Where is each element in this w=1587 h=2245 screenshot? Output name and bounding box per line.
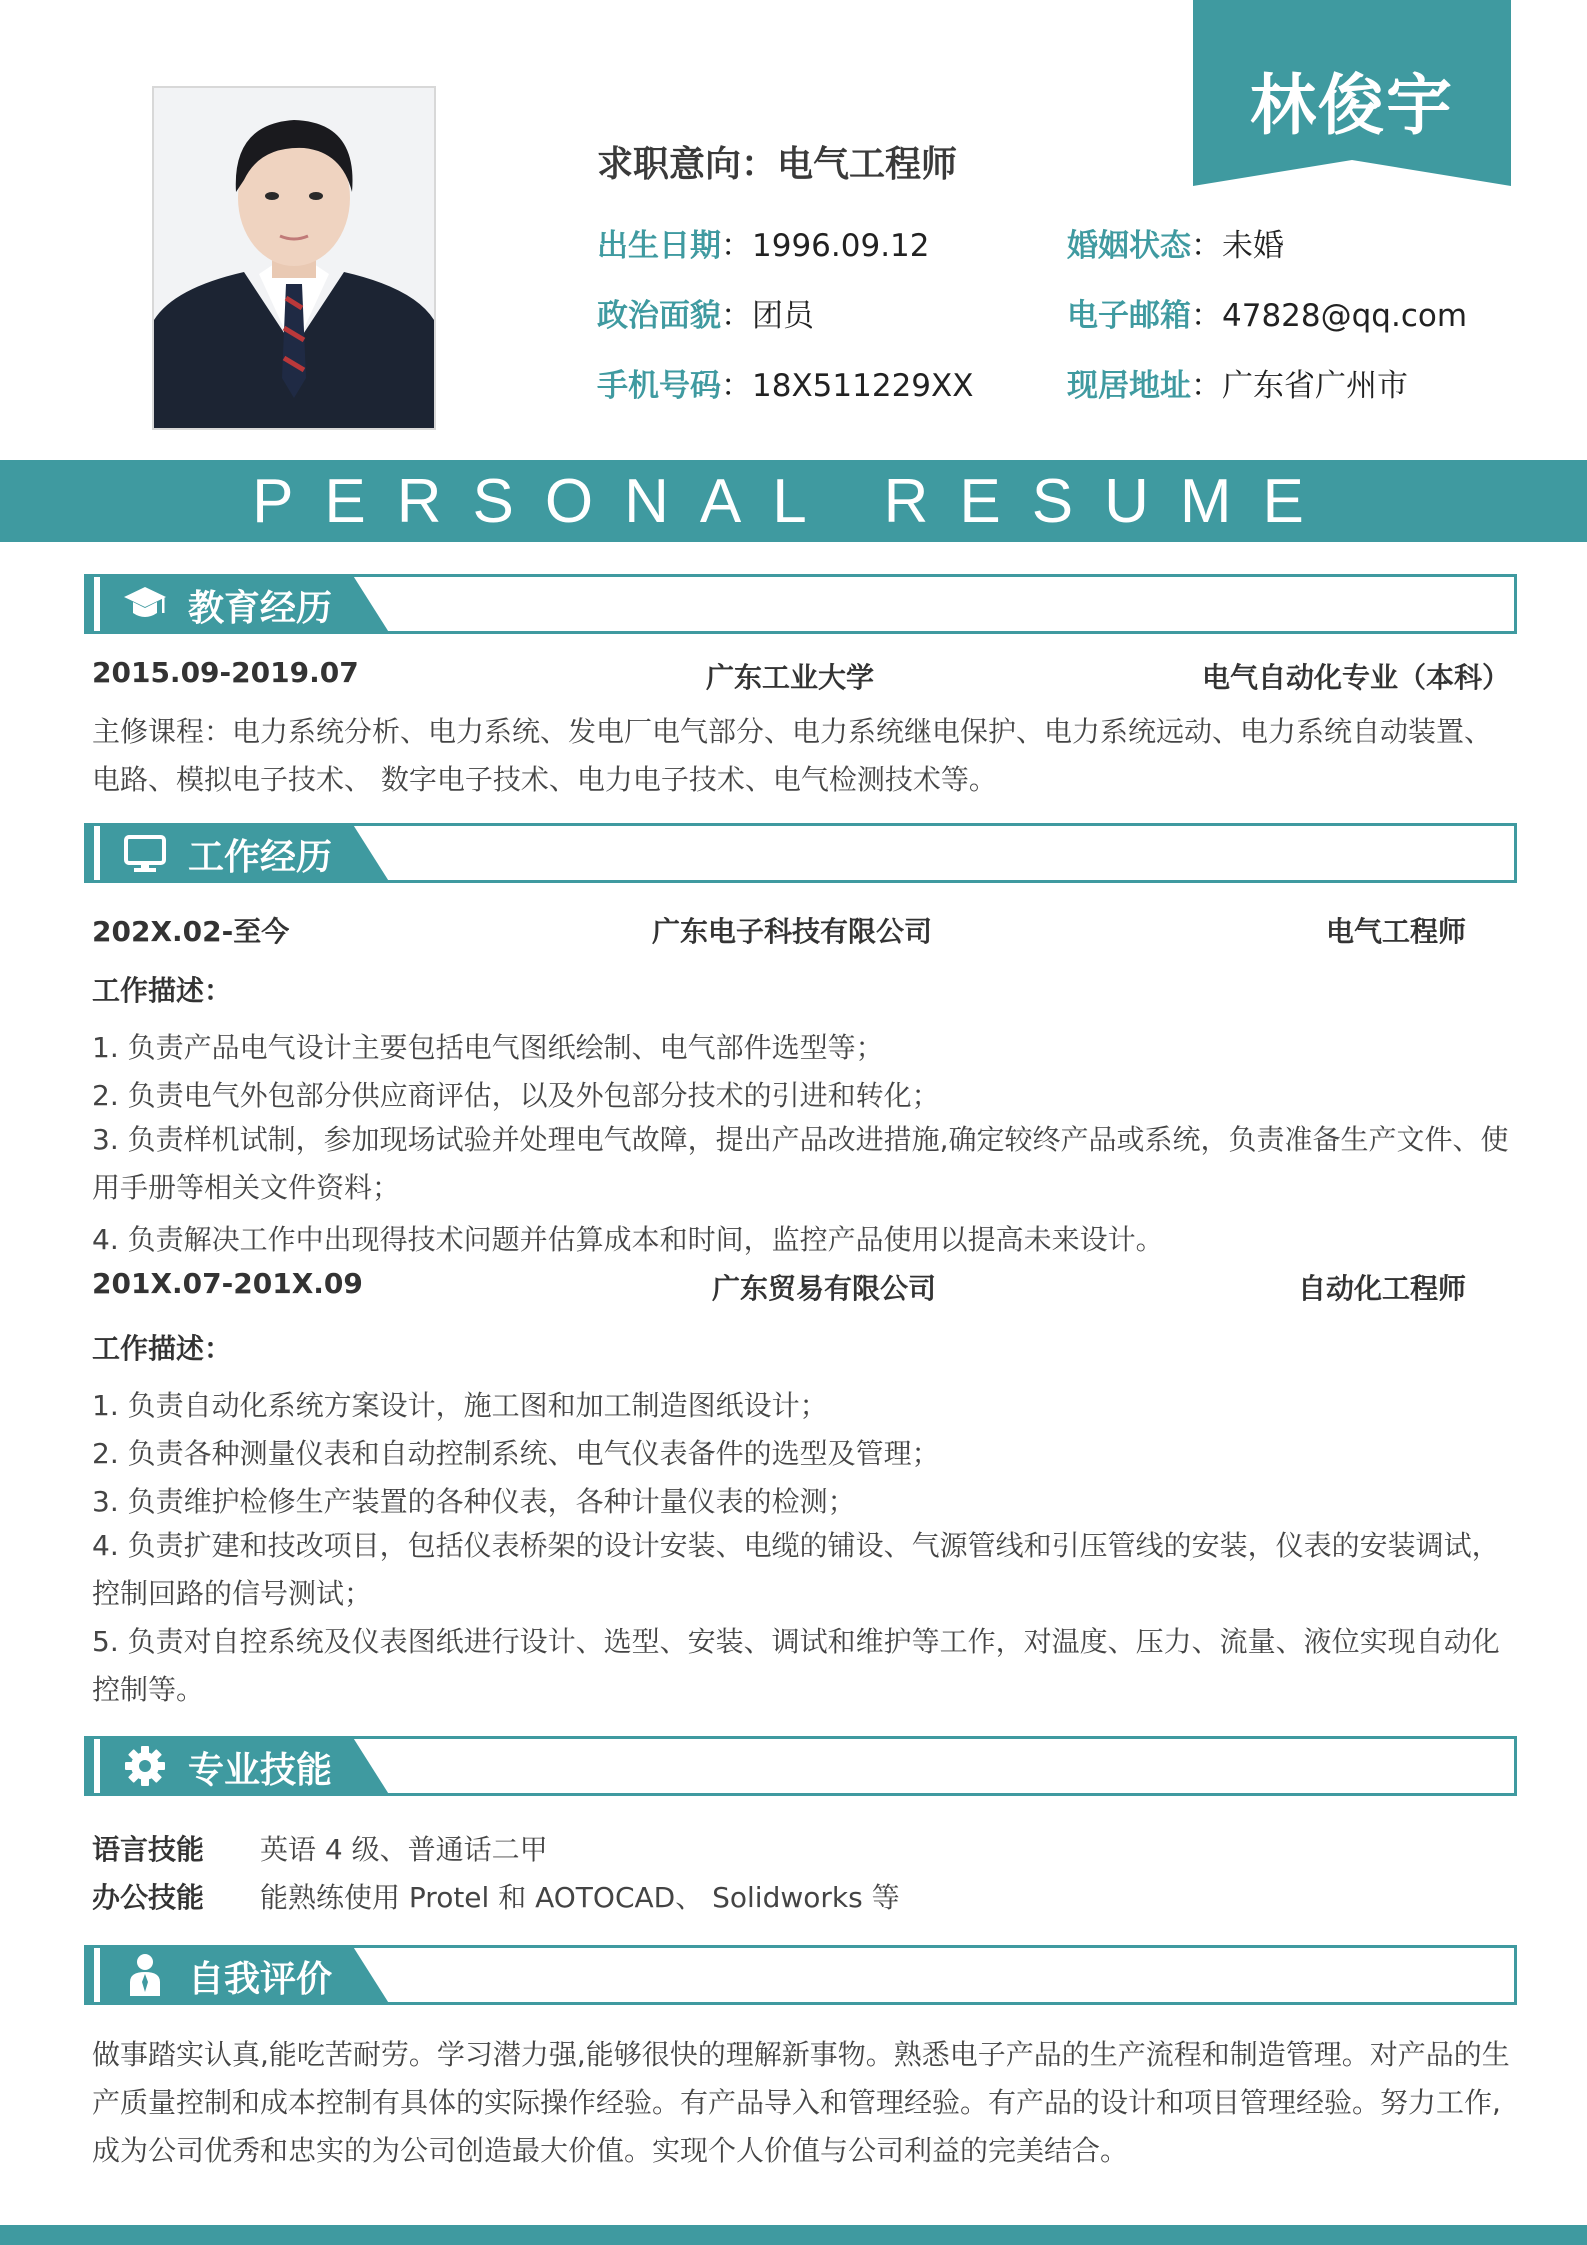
job-period: 201X.07-201X.09: [92, 1267, 363, 1300]
info-email: [1067, 290, 1467, 335]
job-duty: 3. 负责维护检修生产装置的各种仪表，各种计量仪表的检测；: [92, 1485, 856, 1518]
person-icon: [122, 1952, 168, 1998]
footer-bar: [0, 2225, 1587, 2245]
job-duty: 3. 负责样机试制，参加现场试验并处理电气故障，提出产品改进措施,确定较终产品或系统，负责准备生产文件、使用手册等相关文件资料；: [92, 1123, 1509, 1204]
info-colon: ：: [1191, 228, 1222, 264]
job-intent: [597, 136, 957, 187]
job-company: 广东贸易有限公司: [712, 1272, 937, 1305]
info-colon: ：: [721, 298, 752, 334]
skill-value: 能熟练使用 Protel 和 AOTOCAD、 Solidworks 等: [260, 1881, 900, 1914]
job-duty: 2. 负责电气外包部分供应商评估，以及外包部分技术的引进和转化；: [92, 1079, 940, 1112]
info-value: 未婚: [1222, 228, 1284, 264]
info-marital: [1067, 220, 1284, 265]
section-title: 教育经历: [188, 588, 333, 629]
candidate-name: 林俊宇: [1250, 67, 1454, 144]
info-label: 现居地址: [1067, 368, 1191, 404]
job-desc-label: 工作描述：: [92, 974, 233, 1007]
person-portrait-icon: [154, 88, 434, 428]
edu-school: 广东工业大学: [706, 661, 875, 694]
info-label: 出生日期: [597, 228, 721, 264]
section-header-self-eval: [84, 1945, 1518, 2003]
job-desc-label: 工作描述：: [92, 1332, 233, 1365]
info-colon: ：: [1191, 368, 1222, 404]
section-header-skills: [84, 1736, 1518, 1794]
info-label: 婚姻状态: [1067, 228, 1191, 264]
resume-banner-title: PERSONAL RESUME: [252, 467, 1335, 536]
skill-value: 英语 4 级、普通话二甲: [260, 1833, 548, 1866]
info-label: 手机号码: [597, 368, 721, 404]
job-duty: 2. 负责各种测量仪表和自动控制系统、电气仪表备件的选型及管理；: [92, 1437, 940, 1470]
info-value: 广东省广州市: [1222, 368, 1408, 404]
section-title: 工作经历: [188, 837, 333, 878]
info-colon: ：: [721, 368, 752, 404]
job-duty: 4. 负责扩建和技改项目，包括仪表桥架的设计安装、电缆的铺设、气源管线和引压管线的安装，仪表的安装调试，控制回路的信号测试；: [92, 1529, 1500, 1610]
info-value: 18X511229XX: [752, 368, 974, 404]
job-period: 202X.02-至今: [92, 915, 290, 948]
gear-icon: [122, 1743, 168, 1789]
job-duty: 1. 负责产品电气设计主要包括电气图纸绘制、电气部件选型等；: [92, 1031, 884, 1064]
info-label: 电子邮箱: [1067, 298, 1191, 334]
info-political: [597, 290, 814, 335]
info-label: 政治面貌: [597, 298, 721, 334]
job-intent-label: 求职意向：: [597, 144, 778, 185]
job-role: 自动化工程师: [1298, 1272, 1467, 1305]
skill-label: 语言技能: [92, 1833, 205, 1866]
skill-label: 办公技能: [92, 1881, 205, 1914]
job-role: 电气工程师: [1326, 915, 1467, 948]
self-evaluation: 做事踏实认真,能吃苦耐劳。学习潜力强,能够很快的理解新事物。熟悉电子产品的生产流程和制造管理。对产品的生产质量控制和成本控制有具体的实际操作经验。有产品导入和管理经验。有产品的设计和项目管理经验。努力工作,成为公司优秀和忠实的为公司创造最大价值。实现个人价值与公司利益的完美结合。: [92, 2038, 1510, 2167]
info-birth: [597, 220, 930, 265]
section-header-work: [84, 823, 1518, 881]
section-header-education: [84, 574, 1518, 632]
section-title: 自我评价: [188, 1959, 333, 2000]
job-duty: 1. 负责自动化系统方案设计，施工图和加工制造图纸设计；: [92, 1389, 828, 1422]
job-company: 广东电子科技有限公司: [652, 915, 933, 948]
info-colon: ：: [721, 228, 752, 264]
section-title: 专业技能: [188, 1750, 333, 1791]
profile-photo: [152, 86, 436, 430]
job-intent-value: 电气工程师: [777, 144, 958, 185]
edu-period: 2015.09-2019.07: [92, 656, 359, 689]
monitor-icon: [122, 830, 168, 876]
info-address: [1067, 360, 1408, 405]
job-duty: 5. 负责对自控系统及仪表图纸进行设计、选型、安装、调试和维护等工作，对温度、压力、流量、液位实现自动化控制等。: [92, 1625, 1500, 1706]
info-value: 47828@qq.com: [1222, 298, 1468, 334]
info-value: 团员: [752, 298, 814, 334]
info-value: 1996.09.12: [752, 228, 930, 264]
info-colon: ：: [1191, 298, 1222, 334]
graduation-cap-icon: [122, 581, 168, 627]
info-phone: [597, 360, 974, 405]
edu-major: 电气自动化专业（本科）: [1202, 661, 1511, 694]
job-duty: 4. 负责解决工作中出现得技术问题并估算成本和时间，监控产品使用以提高未来设计。: [92, 1223, 1164, 1256]
edu-courses: 主修课程：电力系统分析、电力系统、发电厂电气部分、电力系统继电保护、电力系统远动、电力系统自动装置、电路、模拟电子技术、 数字电子技术、电力电子技术、电气检测技术等。: [92, 715, 1493, 796]
